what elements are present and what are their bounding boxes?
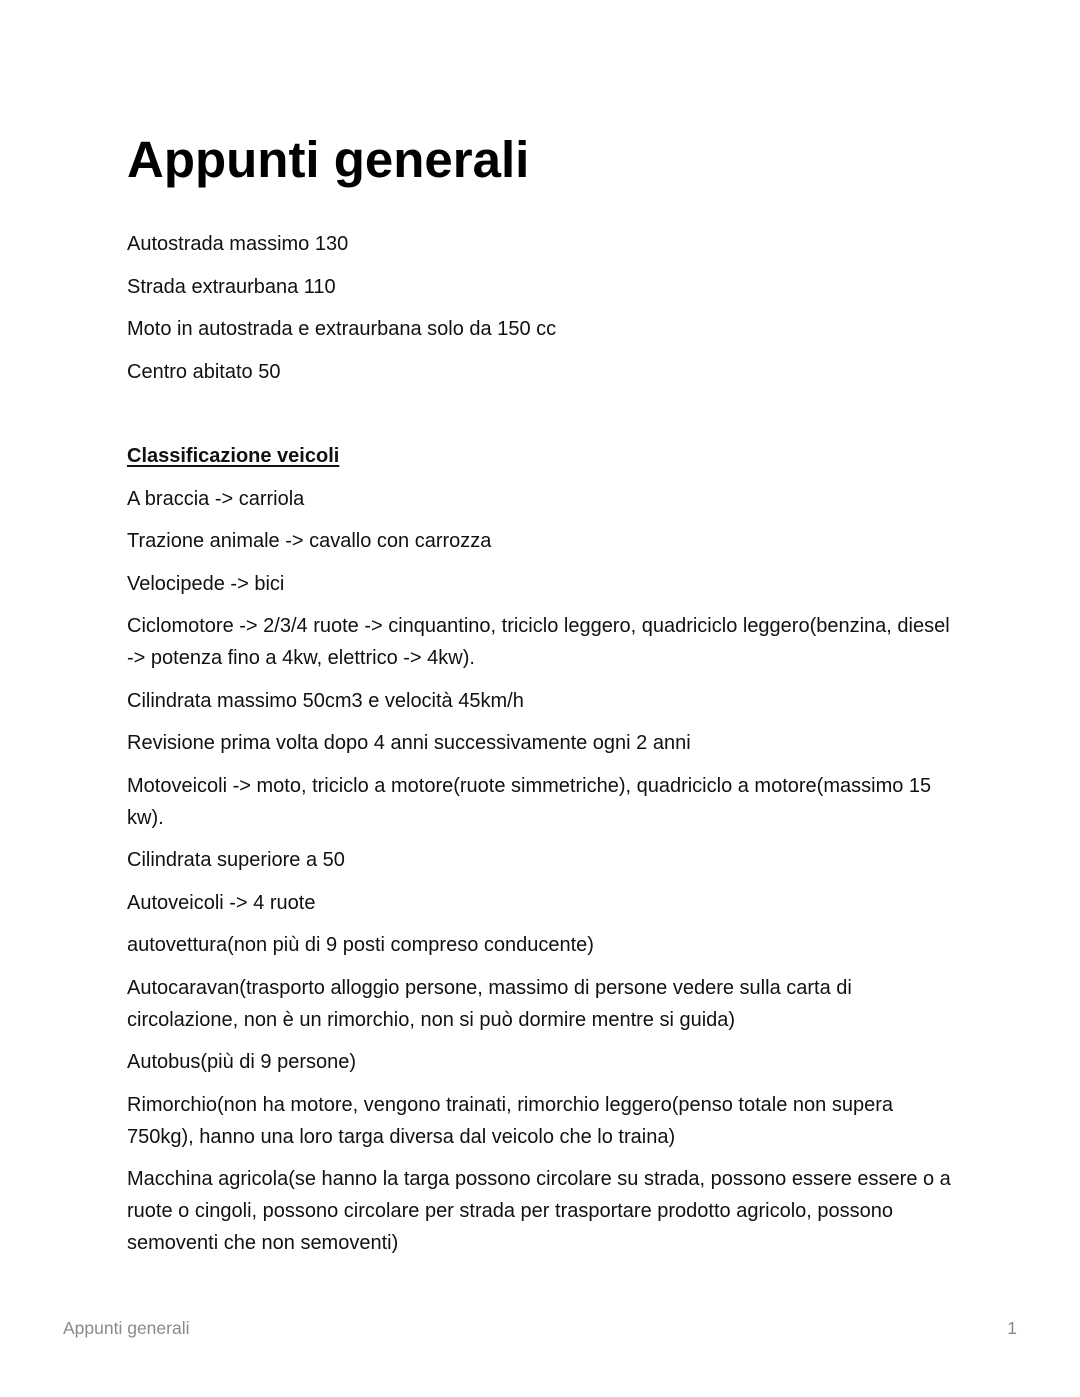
speed-limit-item: Centro abitato 50	[127, 360, 281, 383]
footer-document-name: Appunti generali	[63, 1318, 190, 1338]
vehicle-class-item: Revisione prima volta dopo 4 anni successivamente ogni 2 anni	[127, 732, 691, 754]
vehicle-class-item: Autoveicoli -> 4 ruote	[127, 891, 316, 914]
section-heading: Classificazione veicoli	[127, 445, 340, 467]
page-title: Appunti generali	[127, 131, 530, 188]
document-body	[127, 128, 957, 1270]
vehicle-class-item: autovettura(non più di 9 posti compreso conducente)	[127, 934, 594, 956]
vehicle-class-item: Cilindrata superiore a 50	[127, 849, 345, 871]
vehicle-class-item: A braccia -> carriola	[127, 487, 305, 510]
vehicle-class-item: Autocaravan(trasporto alloggio persone, massimo di persone vedere sulla carta di circolazione, non è un rimorchio, non si può dormire mentre si guida)	[127, 976, 852, 1031]
speed-limit-item: Moto in autostrada e extraurbana solo da 150 cc	[127, 318, 557, 340]
vehicle-class-item: Motoveicoli -> moto, triciclo a motore(ruote simmetriche), quadriciclo a motore(massimo 15 kw).	[127, 774, 932, 829]
vehicle-classes-list	[127, 483, 957, 1260]
vehicle-class-item: Ciclomotore -> 2/3/4 ruote -> cinquantino, triciclo leggero, quadriciclo leggero(benzina, diesel -> potenza fino a 4kw, elettrico -> 4kw).	[127, 615, 950, 669]
vehicle-class-item: Trazione animale -> cavallo con carrozza	[127, 530, 492, 552]
blank-line	[127, 398, 957, 440]
vehicle-class-item: Rimorchio(non ha motore, vengono trainati, rimorchio leggero(penso totale non supera 750kg), hanno una loro targa diversa dal veicolo che lo traina)	[127, 1093, 893, 1148]
footer-page-number: 1	[1007, 1318, 1017, 1338]
speed-limit-item: Autostrada massimo 130	[127, 233, 349, 255]
speed-limit-item: Strada extraurbana 110	[127, 275, 336, 298]
vehicle-class-item: Autobus(più di 9 persone)	[127, 1051, 357, 1073]
vehicle-class-item: Cilindrata massimo 50cm3 e velocità 45km/h	[127, 689, 524, 712]
vehicle-class-item: Macchina agricola(se hanno la targa possono circolare su strada, possono essere essere o a ruote o cingoli, possono circolare per strada per trasportare prodotto agricolo, possono semoventi che non semoventi)	[127, 1168, 951, 1254]
vehicle-class-item: Velocipede -> bici	[127, 572, 285, 595]
speed-limits-list	[127, 228, 957, 388]
